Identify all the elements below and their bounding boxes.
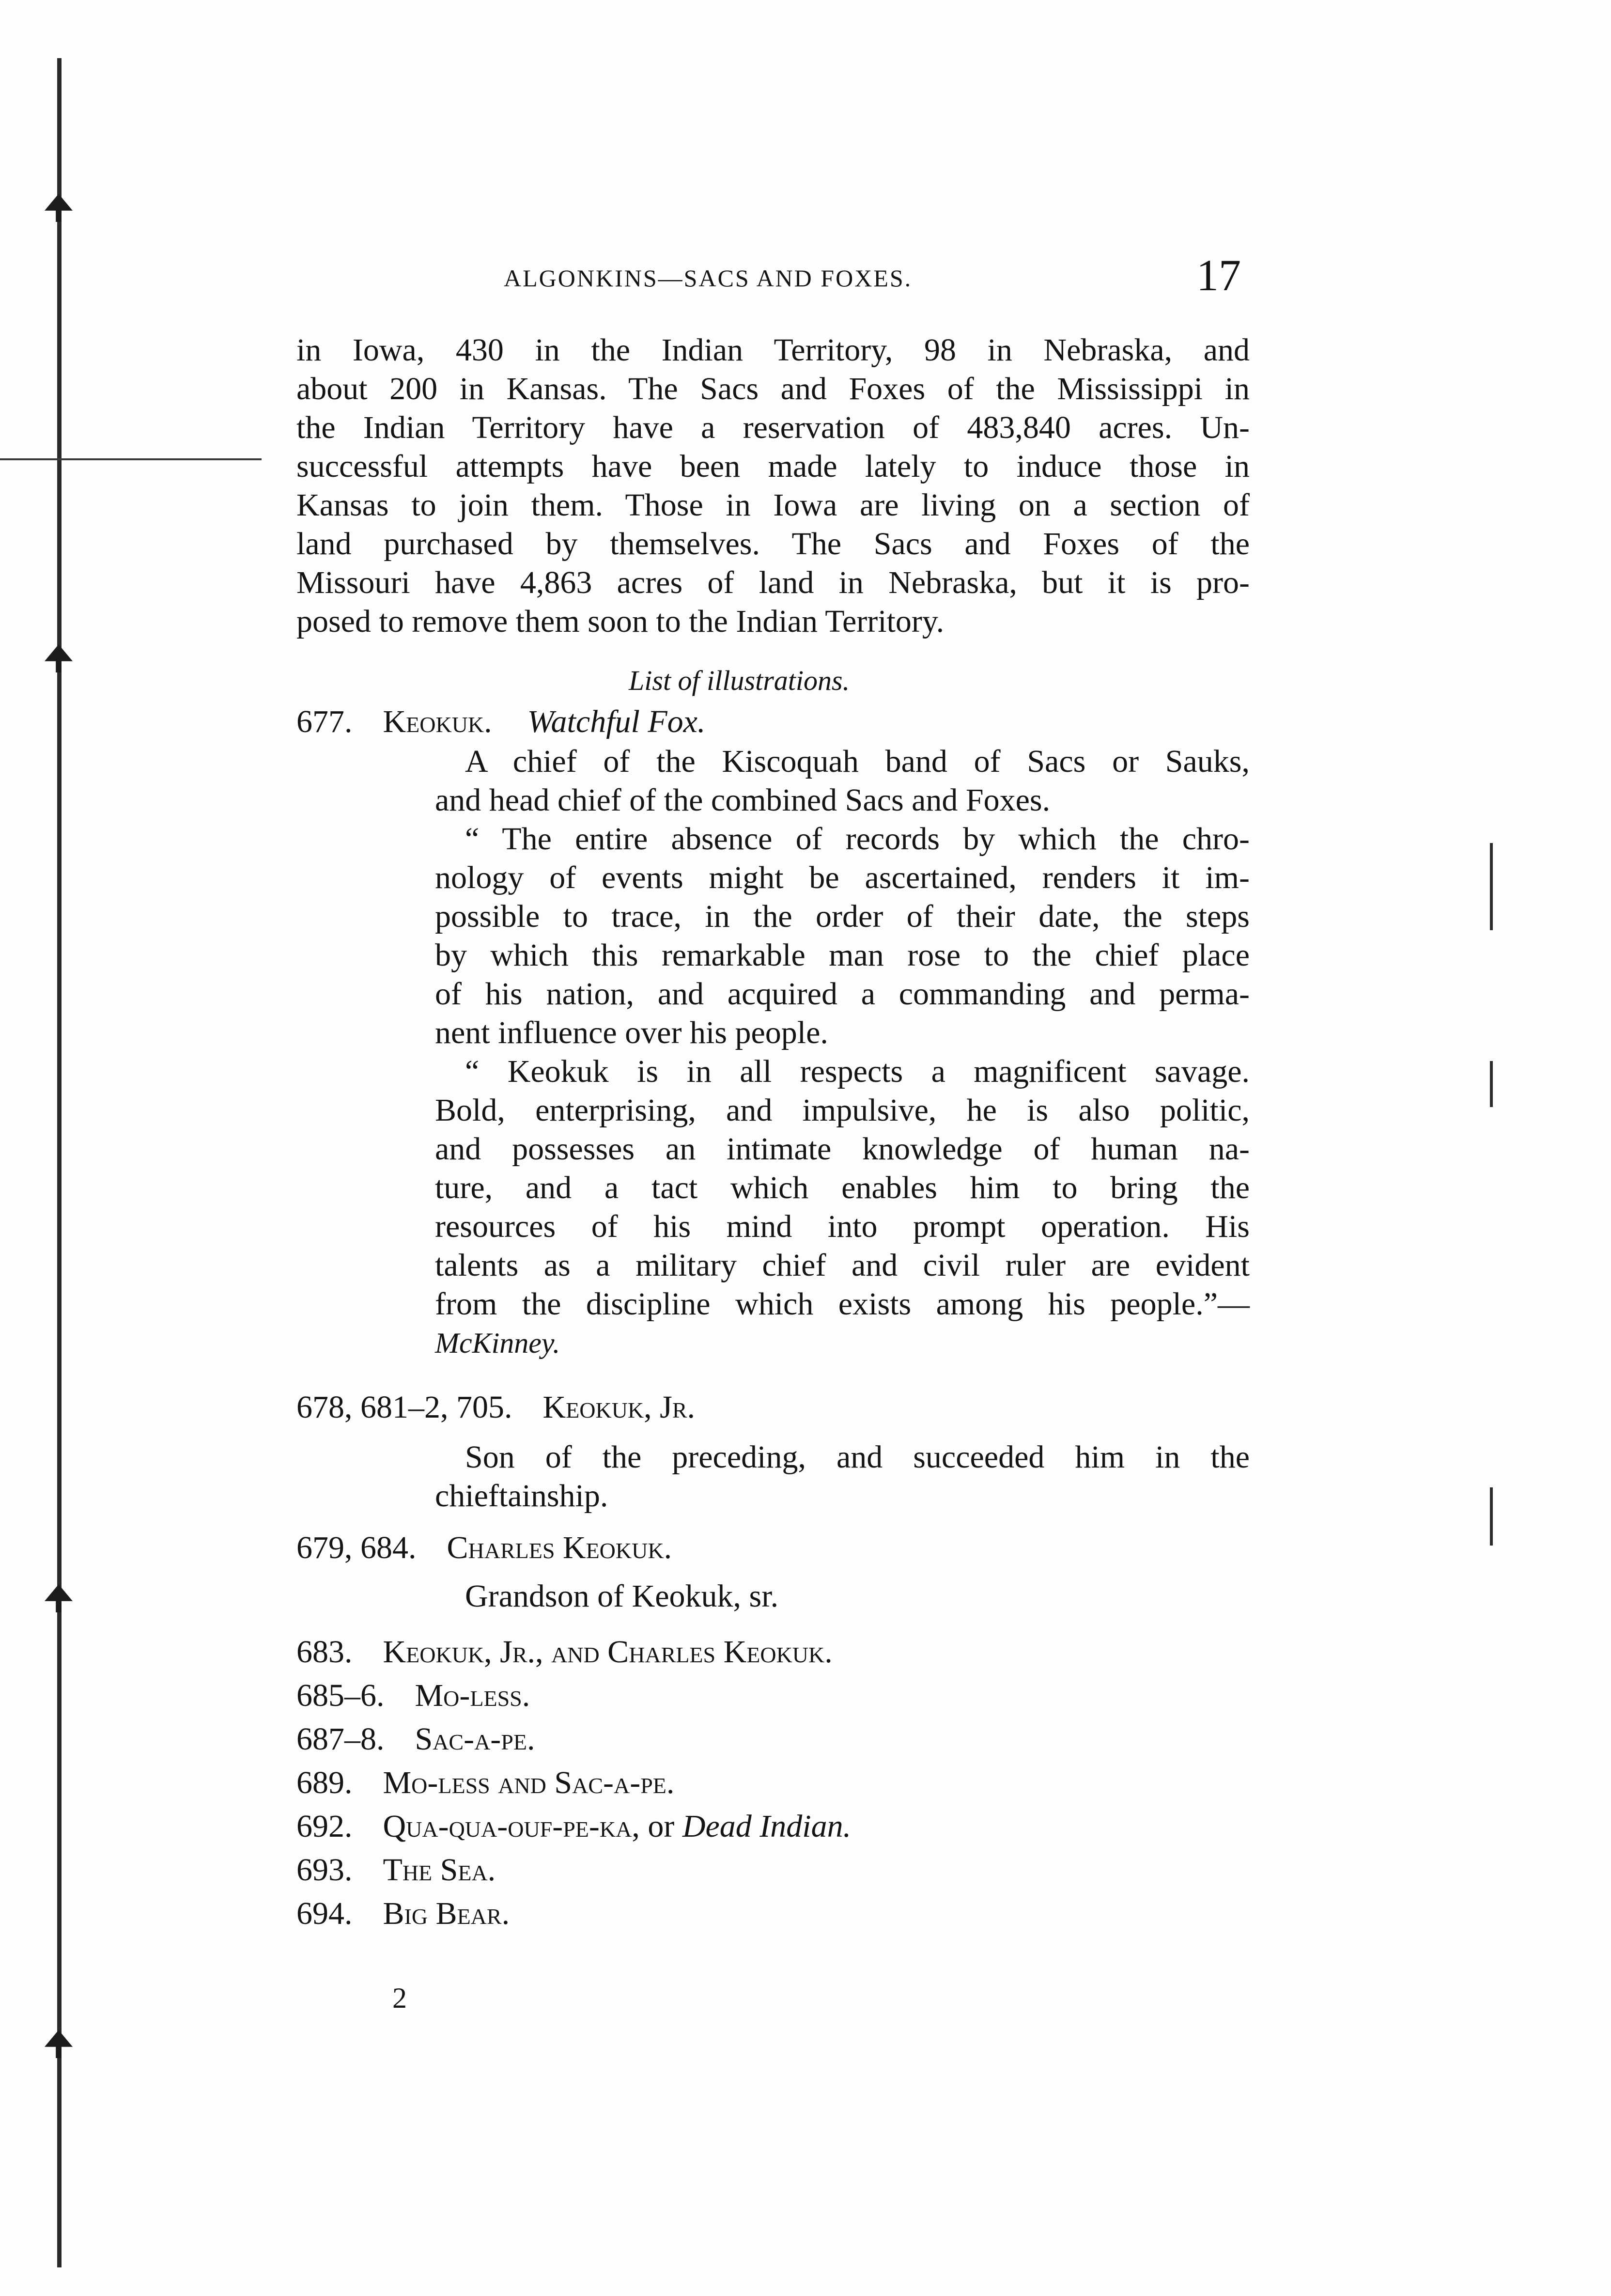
description-line: Bold, enterprising, and impulsive, he is also politic, bbox=[435, 1093, 1250, 1128]
description-line: resources of his mind into prompt operation. His bbox=[435, 1209, 1250, 1244]
entry-translation: Watchful Fox. bbox=[527, 704, 706, 739]
description-line: A chief of the Kiscoquah band of Sacs or Sauks, bbox=[465, 744, 1250, 779]
intro-line: Kansas to join them. Those in Iowa are living on a section of bbox=[296, 487, 1250, 523]
entry-name: Qua-qua-ouf-pe-ka, bbox=[383, 1809, 640, 1844]
list-entry bbox=[296, 1764, 674, 1802]
description-line: talents as a military chief and civil ruler are evident bbox=[435, 1248, 1250, 1283]
intro-line: in Iowa, 430 in the Indian Territory, 98 in Nebraska, and bbox=[296, 332, 1250, 368]
description-line: nology of events might be ascertained, renders it im- bbox=[435, 860, 1250, 895]
entry-number: 694. bbox=[296, 1896, 353, 1931]
list-heading: List of illustrations. bbox=[629, 665, 850, 696]
margin-bar bbox=[1490, 1061, 1493, 1107]
entry-number: 692. bbox=[296, 1809, 353, 1844]
entry-679-heading bbox=[296, 1529, 672, 1567]
description-line: ture, and a tact which enables him to bring the bbox=[435, 1170, 1250, 1205]
list-entry bbox=[296, 1633, 833, 1671]
entry-number: 679, 684. bbox=[296, 1530, 417, 1565]
list-entry bbox=[296, 1720, 535, 1759]
entry-name: Keokuk, Jr. bbox=[542, 1390, 696, 1425]
binding-clasp-icon bbox=[45, 644, 73, 672]
page-number: 17 bbox=[1196, 250, 1241, 300]
entry-name: Big Bear. bbox=[383, 1896, 510, 1931]
description-line: “ Keokuk is in all respects a magnificent savage. bbox=[465, 1054, 1250, 1089]
entry-name: Sac-a-pe. bbox=[415, 1721, 535, 1757]
list-entry bbox=[296, 1851, 496, 1890]
intro-line: about 200 in Kansas. The Sacs and Foxes of the Mississippi in bbox=[296, 371, 1250, 406]
binding-rule bbox=[0, 458, 262, 460]
entry-number: 687–8. bbox=[296, 1721, 385, 1757]
entry-number: 685–6. bbox=[296, 1678, 385, 1713]
list-entry bbox=[296, 1894, 510, 1933]
margin-bar bbox=[1490, 1487, 1493, 1546]
list-entry bbox=[296, 1807, 851, 1846]
description-line: Grandson of Keokuk, sr. bbox=[465, 1578, 779, 1614]
binding-clasp-icon bbox=[45, 2030, 73, 2058]
description-line: “ The entire absence of records by which the chro- bbox=[465, 821, 1250, 857]
entry-677-heading bbox=[296, 703, 705, 741]
entry-connector: or bbox=[648, 1809, 682, 1844]
list-entry bbox=[296, 1676, 530, 1715]
binding-clasp-icon bbox=[45, 194, 73, 222]
signature-mark: 2 bbox=[392, 1982, 407, 2014]
entry-name: The Sea. bbox=[383, 1852, 496, 1888]
entry-number: 678, 681–2, 705. bbox=[296, 1390, 512, 1425]
description-line: Son of the preceding, and succeeded him in the bbox=[465, 1439, 1250, 1475]
entry-name: Keokuk, Jr., and Charles Keokuk. bbox=[383, 1634, 833, 1670]
description-line: nent influence over his people. bbox=[435, 1015, 828, 1050]
entry-number: 689. bbox=[296, 1765, 353, 1800]
attribution: McKinney. bbox=[435, 1327, 560, 1359]
entry-name: Mo-less. bbox=[415, 1678, 530, 1713]
description-line: from the discipline which exists among his people.”— bbox=[435, 1286, 1250, 1322]
description-line: by which this remarkable man rose to the chief place bbox=[435, 937, 1250, 973]
entry-number: 693. bbox=[296, 1852, 353, 1888]
running-head: ALGONKINS—SACS AND FOXES. bbox=[504, 265, 913, 292]
description-line: of his nation, and acquired a commanding and perma- bbox=[435, 976, 1250, 1012]
entry-translation: Dead Indian. bbox=[682, 1809, 852, 1844]
entry-name: Charles Keokuk. bbox=[447, 1530, 672, 1565]
description-line: possible to trace, in the order of their date, the steps bbox=[435, 899, 1250, 934]
entry-name: Keokuk. bbox=[383, 704, 492, 739]
description-line: and head chief of the combined Sacs and Foxes. bbox=[435, 782, 1051, 818]
binding-edge bbox=[57, 58, 62, 2267]
description-line: and possesses an intimate knowledge of human na- bbox=[435, 1131, 1250, 1167]
description-line: chieftainship. bbox=[435, 1478, 608, 1514]
entry-678-heading bbox=[296, 1388, 695, 1427]
intro-line: the Indian Territory have a reservation of 483,840 acres. Un- bbox=[296, 410, 1250, 445]
intro-line: Missouri have 4,863 acres of land in Nebraska, but it is pro- bbox=[296, 565, 1250, 600]
binding-clasp-icon bbox=[45, 1584, 73, 1612]
intro-line: posed to remove them soon to the Indian Territory. bbox=[296, 604, 945, 639]
margin-bar bbox=[1490, 843, 1493, 930]
intro-line: successful attempts have been made lately to induce those in bbox=[296, 449, 1250, 484]
intro-line: land purchased by themselves. The Sacs and Foxes of the bbox=[296, 526, 1250, 562]
entry-number: 683. bbox=[296, 1634, 353, 1670]
entry-name: Mo-less and Sac-a-pe. bbox=[383, 1765, 675, 1800]
entry-number: 677. bbox=[296, 704, 353, 739]
